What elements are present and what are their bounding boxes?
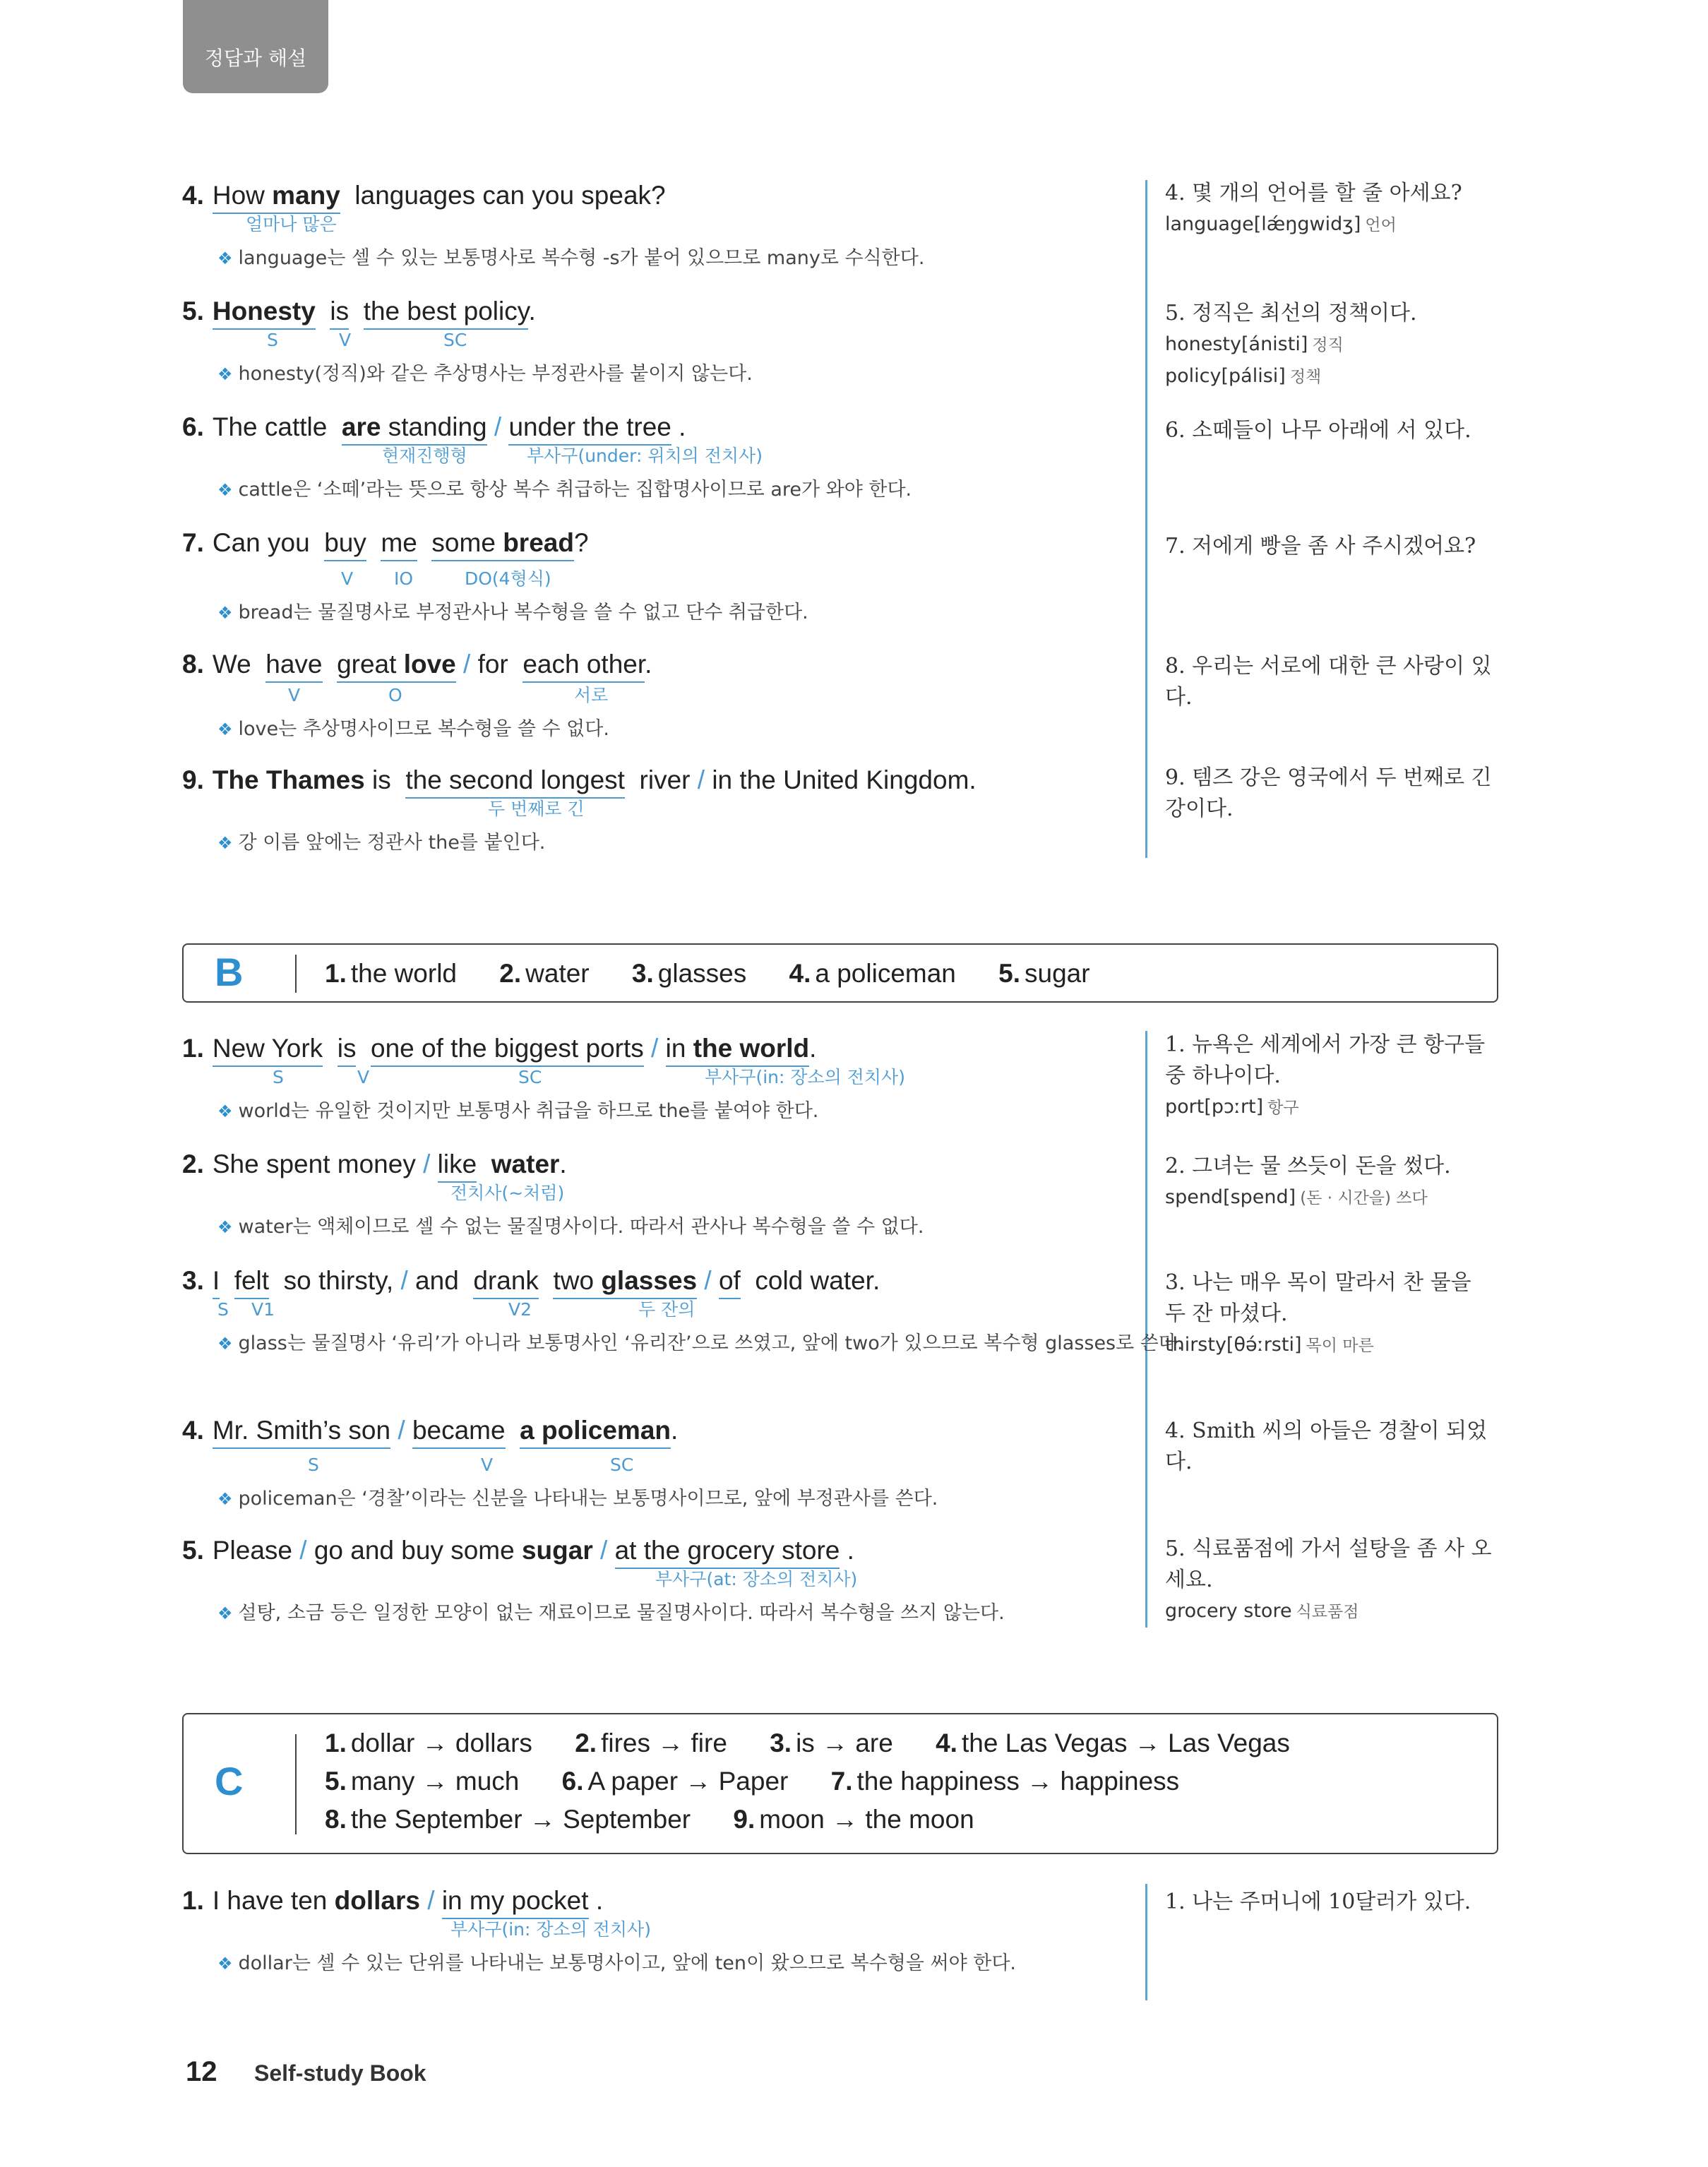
translation: 4. 몇 개의 언어를 할 줄 아세요? language[lǽŋgwidʒ] 언어 [1165, 178, 1504, 241]
sentence: 9. The Thames is the second longest river / in the United Kingdom. [182, 767, 977, 793]
translation: 6. 소떼들이 나무 아래에 서 있다. [1165, 418, 1471, 443]
translation: 4. Smith 씨의 아들은 경찰이 되었다. [1165, 1419, 1488, 1474]
exercise-item [182, 1151, 1142, 1250]
grammar-annotation: S [273, 1067, 284, 1087]
divider [295, 1734, 297, 1834]
answer-row: 5. many → much 6. A paper → Paper 7. the happiness → happiness [325, 1767, 1180, 1796]
explanation-note: ❖ glass는 물질명사 ‘유리’가 아니라 보통명사인 ‘유리잔’으로 쓰였고, 앞에 two가 있으므로 복수형 glasses로 쓴다. [217, 1332, 1183, 1354]
sentence: 4. Mr. Smith’s son / became a policeman. [182, 1417, 678, 1443]
vocab-entry: honesty[ánisti] 정직 [1165, 333, 1344, 355]
sentence: 8. We have great love / for each other. [182, 651, 652, 677]
grammar-annotation: O [388, 685, 402, 705]
explanation-note: ❖ language는 셀 수 있는 보통명사로 복수형 -s가 붙어 있으므로 many로 수식한다. [217, 247, 925, 269]
sentence: 5. Honesty is the best policy. [182, 298, 536, 324]
translation: 5. 정직은 최선의 정책이다. honesty[ánisti] 정직 policy[pálisi] 정책 [1165, 298, 1504, 393]
sentence: 1. I have ten dollars / in my pocket . [182, 1887, 603, 1914]
vocab-entry: language[lǽŋgwidʒ] 언어 [1165, 213, 1397, 235]
grammar-annotation: S [217, 1299, 229, 1320]
divider [295, 955, 297, 993]
grammar-annotation: 부사구(in: 장소의 전치사) [705, 1067, 905, 1087]
diamond-icon: ❖ [217, 1334, 233, 1354]
translation: 1. 뉴욕은 세계에서 가장 큰 항구들 중 하나이다. port[pɔːrt] 항구 [1165, 1029, 1497, 1123]
exercise-item [182, 1417, 1142, 1516]
sentence: 3. I felt so thirsty, / and drank two glasses / of cold water. [182, 1267, 880, 1294]
vocab-entry: grocery store 식료품점 [1165, 1600, 1359, 1622]
diamond-icon: ❖ [217, 1954, 233, 1974]
translation: 2. 그녀는 물 쓰듯이 돈을 썼다. spend[spend] (돈 · 시간을) 쓰다 [1165, 1151, 1504, 1214]
sentence: 6. The cattle are standing / under the tree . [182, 414, 686, 440]
sentence: 4. How many languages can you speak? [182, 182, 666, 208]
answer-row: 8. the September → September 9. moon → the moon [325, 1805, 974, 1834]
grammar-annotation: IO [394, 568, 414, 589]
exercise-item [182, 651, 1142, 750]
column-divider [1145, 1884, 1147, 2000]
translation: 3. 나는 매우 목이 말라서 찬 물을 두 잔 마셨다. thirsty[θə́ːrsti] 목이 마른 [1165, 1267, 1497, 1361]
vocab-entry: thirsty[θə́ːrsti] 목이 마른 [1165, 1334, 1374, 1356]
explanation-note: ❖ 강 이름 앞에는 정관사 the를 붙인다. [217, 832, 546, 854]
grammar-annotation: 부사구(in: 장소의 전치사) [450, 1919, 651, 1940]
grammar-annotation: DO(4형식) [465, 568, 551, 589]
diamond-icon: ❖ [217, 249, 233, 268]
grammar-annotation: 현재진행형 [382, 446, 467, 466]
exercise-item [182, 1266, 1183, 1402]
explanation-note: ❖ dollar는 셀 수 있는 단위를 나타내는 보통명사이고, 앞에 ten이 왔으므로 복수형을 써야 한다. [217, 1952, 1016, 1974]
sentence: 1. New York is one of the biggest ports / in the world. [182, 1035, 816, 1061]
diamond-icon: ❖ [217, 833, 233, 853]
answer-list: 1. the world 2. water 3. glasses 4. a policeman 5. sugar [325, 959, 1090, 988]
explanation-note: ❖ world는 유일한 것이지만 보통명사 취급을 하므로 the를 붙여야 한다. [217, 1100, 819, 1122]
diamond-icon: ❖ [217, 1489, 233, 1509]
grammar-annotation: 부사구(at: 장소의 전치사) [655, 1569, 858, 1589]
grammar-annotation: V1 [251, 1299, 275, 1320]
translation: 9. 템즈 강은 영국에서 두 번째로 긴 강이다. [1165, 765, 1492, 821]
grammar-annotation: V [339, 330, 352, 350]
grammar-annotation: V [357, 1067, 370, 1087]
translation: 7. 저에게 빵을 좀 사 주시겠어요? [1165, 534, 1476, 559]
explanation-note: ❖ bread는 물질명사로 부정관사나 복수형을 쓸 수 없고 단수 취급한다. [217, 602, 808, 623]
grammar-annotation: S [308, 1455, 319, 1475]
exercise-item [182, 767, 1142, 866]
answer-row: 1. dollar → dollars 2. fires → fire 3. is → are 4. the Las Vegas → Las Vegas [325, 1729, 1290, 1757]
column-divider [1145, 180, 1147, 858]
grammar-annotation: 얼마나 많은 [246, 214, 337, 234]
explanation-note: ❖ policeman은 ‘경찰’이라는 신분을 나타내는 보통명사이므로, 앞에 부정관사를 쓴다. [217, 1488, 938, 1510]
book-title: Self-study Book [254, 2060, 426, 2086]
answer-box-c [182, 1713, 1498, 1854]
diamond-icon: ❖ [217, 720, 233, 739]
explanation-note: ❖ love는 추상명사이므로 복수형을 쓸 수 없다. [217, 718, 609, 740]
exercise-item [182, 1537, 1142, 1636]
diamond-icon: ❖ [217, 603, 233, 623]
grammar-annotation: SC [518, 1067, 542, 1087]
translation: 1. 나는 주머니에 10달러가 있다. [1165, 1890, 1471, 1914]
diamond-icon: ❖ [217, 1102, 233, 1121]
grammar-annotation: V2 [508, 1299, 532, 1320]
explanation-note: ❖ honesty(정직)와 같은 추상명사는 부정관사를 붙이지 않는다. [217, 363, 753, 385]
diamond-icon: ❖ [217, 1217, 233, 1237]
grammar-annotation: 두 번째로 긴 [488, 799, 585, 819]
explanation-note: ❖ cattle은 ‘소떼’라는 뜻으로 항상 복수 취급하는 집합명사이므로 are가 와야 한다. [217, 479, 912, 501]
vocab-entry: port[pɔːrt] 항구 [1165, 1096, 1299, 1118]
page-number: 12 [186, 2056, 217, 2087]
answer-box-b [182, 943, 1498, 1003]
exercise-item [182, 1887, 1142, 1986]
explanation-note: ❖ 설탕, 소금 등은 일정한 모양이 없는 재료이므로 물질명사이다. 따라서 복수형을 쓰지 않는다. [217, 1602, 1005, 1624]
grammar-annotation: V [481, 1455, 494, 1475]
diamond-icon: ❖ [217, 364, 233, 384]
sentence: 7. Can you buy me some bread? [182, 530, 589, 556]
sentence: 5. Please / go and buy some sugar / at the grocery store . [182, 1537, 854, 1563]
grammar-annotation: V [288, 685, 301, 705]
grammar-annotation: S [267, 330, 278, 350]
exercise-item [182, 298, 1142, 397]
section-tab: 정답과 해설 [183, 0, 328, 93]
explanation-note: ❖ water는 액체이므로 셀 수 없는 물질명사이다. 따라서 관사나 복수형을 쓸 수 없다. [217, 1216, 924, 1238]
translation: 5. 식료품점에 가서 설탕을 좀 사 오세요. grocery store 식료품점 [1165, 1534, 1497, 1628]
vocab-entry: spend[spend] (돈 · 시간을) 쓰다 [1165, 1186, 1428, 1208]
exercise-item [182, 1035, 1142, 1134]
grammar-annotation: 서로 [574, 685, 609, 705]
section-letter: B [215, 950, 244, 994]
section-letter: C [215, 1759, 244, 1803]
grammar-annotation: SC [610, 1455, 634, 1475]
exercise-item [182, 414, 1142, 513]
grammar-annotation: 두 잔의 [638, 1299, 695, 1320]
grammar-annotation: V [341, 568, 354, 589]
grammar-annotation: SC [443, 330, 467, 350]
diamond-icon: ❖ [217, 480, 233, 500]
diamond-icon: ❖ [217, 1604, 233, 1623]
sentence: 2. She spent money / like water. [182, 1151, 567, 1177]
exercise-item [182, 530, 1142, 628]
grammar-annotation: 전치사(~처럼) [450, 1183, 565, 1203]
exercise-item [182, 182, 1142, 281]
translation: 8. 우리는 서로에 대한 큰 사랑이 있다. [1165, 654, 1492, 710]
vocab-entry: policy[pálisi] 정책 [1165, 365, 1322, 387]
grammar-annotation: 부사구(under: 위치의 전치사) [527, 446, 763, 466]
